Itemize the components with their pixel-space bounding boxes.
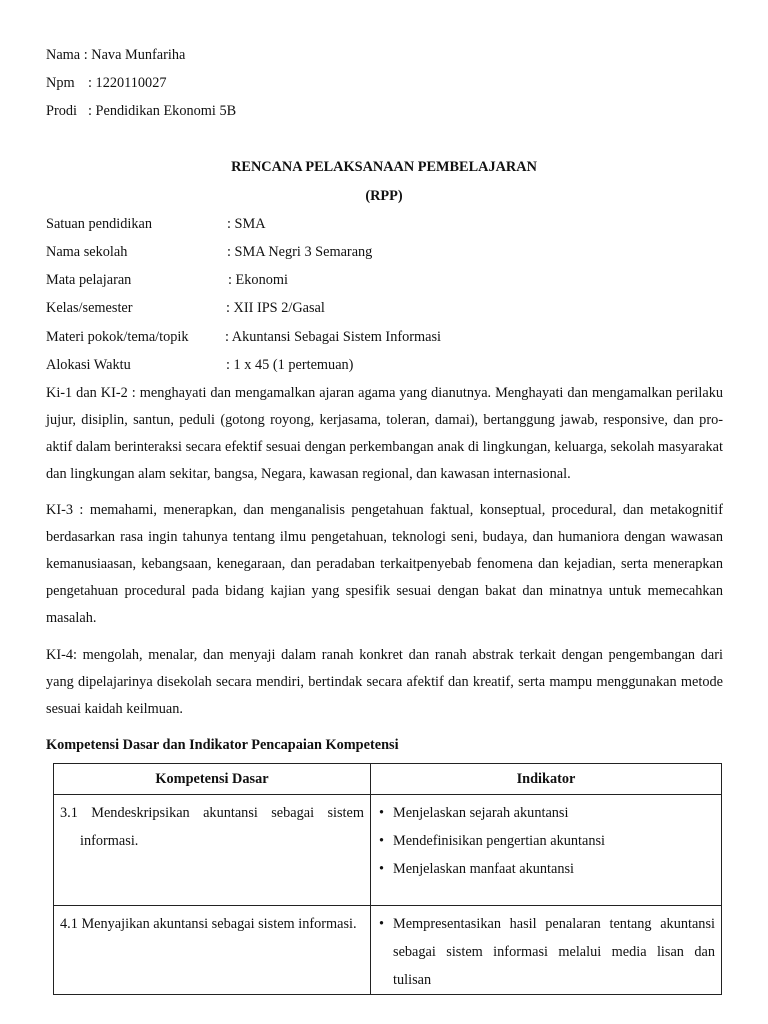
kd-indicator-table xyxy=(53,763,722,995)
indikator-list xyxy=(379,910,715,994)
student-name-value: Nava Munfariha xyxy=(91,47,186,63)
indikator-text: Menjelaskan manfaat akuntansi xyxy=(393,861,575,877)
kd-text: 3.1 Mendeskripsikan akuntansi sebagai sistem informasi. xyxy=(60,805,364,849)
list-item xyxy=(379,855,715,883)
indikator-text: Mendefinisikan pengertian akuntansi xyxy=(393,833,606,849)
kd-text: 4.1 Menyajikan akuntansi sebagai sistem informasi. xyxy=(60,916,357,932)
ki-3-paragraph: KI-3 : memahami, menerapkan, dan menganalisis pengetahuan faktual, konseptual, procedural, dan metakognitif berdasarkan rasa ingin tahunya tentang ilmu pengetahuan, teknologi seni, budaya, dan humaniora dengan wawasan kemanusiaasan, kebangsaan, kenegaraan, dan peradaban terkaitpenyebab fenomena dan kejadian, serta menerapkan pengetahuan procedural pada bidang kajian yang spesifik sesuai dengan bakat dan minatnya untuk memecahkan masalah. xyxy=(46,502,723,626)
indikator-list xyxy=(379,799,715,883)
identity-row xyxy=(46,216,266,233)
identity-value: : XII IPS 2/Gasal xyxy=(226,300,325,316)
kd-cell xyxy=(54,906,371,995)
bullet-icon: • xyxy=(379,916,385,932)
identity-value: : Ekonomi xyxy=(228,272,288,288)
kd-cell xyxy=(54,795,371,906)
document-title: RENCANA PELAKSANAAN PEMBELAJARAN xyxy=(231,159,537,175)
identity-value: : SMA Negri 3 Semarang xyxy=(227,244,373,260)
indikator-text: Mempresentasikan hasil penalaran tentang akuntansi sebagai sistem informasi melalui media lisan dan tulisan xyxy=(393,916,715,988)
identity-value: : 1 x 45 (1 pertemuan) xyxy=(226,357,354,373)
student-npm-line xyxy=(46,75,167,92)
kd-section-heading: Kompetensi Dasar dan Indikator Pencapaian Kompetensi xyxy=(46,737,399,753)
student-prodi-line xyxy=(46,103,236,120)
student-name-line xyxy=(46,47,185,64)
table-row xyxy=(54,906,722,995)
indikator-text: Menjelaskan sejarah akuntansi xyxy=(393,805,569,821)
student-prodi-label: Prodi xyxy=(46,103,77,119)
identity-label: Alokasi Waktu xyxy=(46,357,131,373)
list-item xyxy=(379,827,715,855)
identity-row xyxy=(46,357,354,374)
table-header-row xyxy=(54,764,722,795)
student-npm-label: Npm xyxy=(46,75,75,91)
table-row xyxy=(54,795,722,906)
ki-4-paragraph: KI-4: mengolah, menalar, dan menyaji dalam ranah konkret dan ranah abstrak terkait dengan pengembangan dari yang dipelajarinya disekolah secara mendiri, bertindak secara afektif dan kreatif, serta mampu menggunakan metode sesuai kaidah keilmuan. xyxy=(46,647,723,717)
identity-row xyxy=(46,300,325,317)
identity-label: Materi pokok/tema/topik xyxy=(46,329,189,345)
indikator-cell xyxy=(371,795,722,906)
indikator-column-header: Indikator xyxy=(371,764,722,795)
identity-row xyxy=(46,272,288,289)
identity-row xyxy=(46,329,442,346)
student-prodi-value: : Pendidikan Ekonomi 5B xyxy=(88,103,237,119)
list-item xyxy=(379,910,715,994)
identity-label: Mata pelajaran xyxy=(46,272,132,288)
identity-row xyxy=(46,244,373,261)
indikator-cell xyxy=(371,906,722,995)
identity-label: Nama sekolah xyxy=(46,244,128,260)
kd-column-header: Kompetensi Dasar xyxy=(54,764,371,795)
student-npm-value: : 1220110027 xyxy=(88,75,167,91)
identity-value: : SMA xyxy=(227,216,266,232)
list-item xyxy=(379,799,715,827)
document-subtitle: (RPP) xyxy=(365,188,403,204)
identity-value: : Akuntansi Sebagai Sistem Informasi xyxy=(225,329,442,345)
student-name-label: Nama : xyxy=(46,47,88,63)
identity-label: Satuan pendidikan xyxy=(46,216,153,232)
bullet-icon: • xyxy=(379,861,385,877)
bullet-icon: • xyxy=(379,805,385,821)
identity-label: Kelas/semester xyxy=(46,300,133,316)
ki-1-2-paragraph: Ki-1 dan KI-2 : menghayati dan mengamalkan ajaran agama yang dianutnya. Menghayati dan mengamalkan perilaku jujur, disiplin, santun, peduli (gotong royong, kerjasama, toleran, damai), bertanggung jawab, responsive, dan pro-aktif dalam berinteraksi secara efektif sesuai dengan perkembangan anak di lingkungan, keluarga, sekolah masyarakat dan lingkungan alam sekitar, bangsa, Negara, kawasan regional, dan kawasan internasional. xyxy=(46,385,723,482)
bullet-icon: • xyxy=(379,833,385,849)
